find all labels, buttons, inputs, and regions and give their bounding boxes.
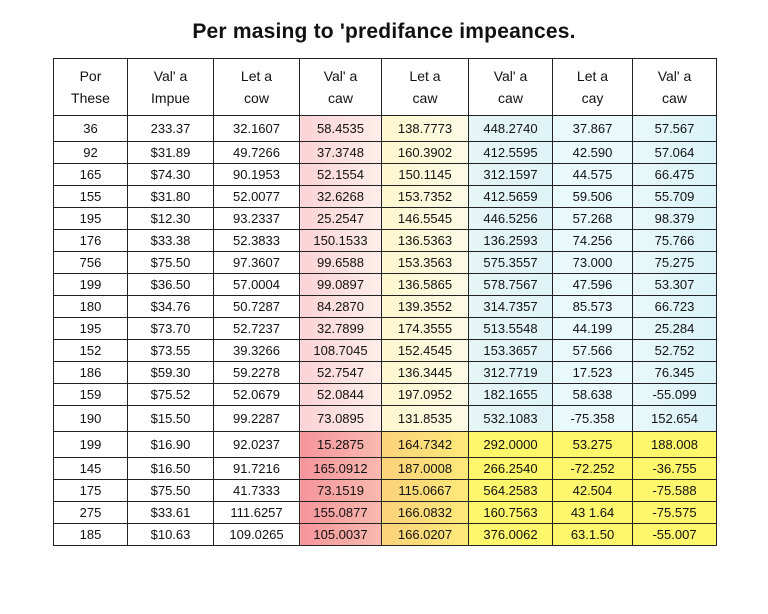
table-row — [54, 524, 717, 546]
table-cell: 446.5256 — [469, 208, 553, 230]
table-row — [54, 296, 717, 318]
table-cell: 99.2287 — [214, 406, 300, 432]
table-cell: 166.0832 — [382, 502, 469, 524]
table-cell: 57.0004 — [214, 274, 300, 296]
table-cell: 66.723 — [633, 296, 717, 318]
table-cell: 138.7773 — [382, 116, 469, 142]
table-cell: 52.0679 — [214, 384, 300, 406]
table-cell: 412.5659 — [469, 186, 553, 208]
table-cell: -75.575 — [633, 502, 717, 524]
table-row — [54, 432, 717, 458]
table-cell: 52.752 — [633, 340, 717, 362]
table-row — [54, 502, 717, 524]
table-cell: 146.5545 — [382, 208, 469, 230]
table-cell: 575.3557 — [469, 252, 553, 274]
table-cell: 105.0037 — [300, 524, 382, 546]
table-cell: 513.5548 — [469, 318, 553, 340]
table-cell: 37.867 — [553, 116, 633, 142]
header-cell-3: Val' a caw — [300, 59, 382, 116]
table-cell: 53.275 — [553, 432, 633, 458]
table-cell: 376.0062 — [469, 524, 553, 546]
header-cell-5: Val' a caw — [469, 59, 553, 116]
table-cell: 180 — [54, 296, 128, 318]
table-cell: 160.3902 — [382, 142, 469, 164]
table-cell: 150.1533 — [300, 230, 382, 252]
table-cell: 176 — [54, 230, 128, 252]
header-cell-6: Let a cay — [553, 59, 633, 116]
table-cell: $33.38 — [128, 230, 214, 252]
table-cell: 152 — [54, 340, 128, 362]
table-cell: 448.2740 — [469, 116, 553, 142]
table-cell: 73.0895 — [300, 406, 382, 432]
table-cell: 52.1554 — [300, 164, 382, 186]
table-cell: 55.709 — [633, 186, 717, 208]
table-cell: 98.379 — [633, 208, 717, 230]
header-cell-4: Let a caw — [382, 59, 469, 116]
table-row — [54, 362, 717, 384]
table-cell: 292.0000 — [469, 432, 553, 458]
table-cell: 73.000 — [553, 252, 633, 274]
table-cell: $75.50 — [128, 252, 214, 274]
table-cell: $34.76 — [128, 296, 214, 318]
table-cell: 412.5595 — [469, 142, 553, 164]
table-cell: 312.1597 — [469, 164, 553, 186]
table-cell: 43 1.64 — [553, 502, 633, 524]
table-cell: 136.5865 — [382, 274, 469, 296]
table-cell: 63.1.50 — [553, 524, 633, 546]
table-cell: 152.654 — [633, 406, 717, 432]
data-table — [53, 58, 717, 546]
table-cell: 111.6257 — [214, 502, 300, 524]
table-cell: 108.7045 — [300, 340, 382, 362]
table-cell: 57.566 — [553, 340, 633, 362]
table-cell: 75.275 — [633, 252, 717, 274]
header-cell-1: Val' a Impue — [128, 59, 214, 116]
table-row — [54, 458, 717, 480]
table-cell: 53.307 — [633, 274, 717, 296]
table-cell: 99.6588 — [300, 252, 382, 274]
table-cell: 175 — [54, 480, 128, 502]
table-cell: 84.2870 — [300, 296, 382, 318]
table-cell: 153.3657 — [469, 340, 553, 362]
table-cell: $75.50 — [128, 480, 214, 502]
table-cell: 74.256 — [553, 230, 633, 252]
table-cell: $33.61 — [128, 502, 214, 524]
table-cell: 15.2875 — [300, 432, 382, 458]
table-title: Per masing to 'predifance impeances. — [192, 20, 576, 43]
table-row — [54, 274, 717, 296]
table-row — [54, 230, 717, 252]
header-cell-7: Val' a caw — [633, 59, 717, 116]
table-cell: 59.506 — [553, 186, 633, 208]
table-cell: 136.3445 — [382, 362, 469, 384]
table-row — [54, 318, 717, 340]
table-cell: 164.7342 — [382, 432, 469, 458]
table-cell: 136.5363 — [382, 230, 469, 252]
table-cell: -55.007 — [633, 524, 717, 546]
table-cell: 32.7899 — [300, 318, 382, 340]
table-cell: 199 — [54, 432, 128, 458]
table-cell: $75.52 — [128, 384, 214, 406]
table-cell: 93.2337 — [214, 208, 300, 230]
table-cell: 32.1607 — [214, 116, 300, 142]
header-row — [54, 59, 717, 116]
table-cell: 52.0844 — [300, 384, 382, 406]
table-cell: 532.1083 — [469, 406, 553, 432]
table-cell: 166.0207 — [382, 524, 469, 546]
table-cell: 52.0077 — [214, 186, 300, 208]
table-cell: 197.0952 — [382, 384, 469, 406]
table-cell: 165.0912 — [300, 458, 382, 480]
table-cell: 165 — [54, 164, 128, 186]
table-cell: 58.638 — [553, 384, 633, 406]
table-cell: 266.2540 — [469, 458, 553, 480]
table-cell: 58.4535 — [300, 116, 382, 142]
table-cell: 150.1145 — [382, 164, 469, 186]
table-cell: 314.7357 — [469, 296, 553, 318]
table-cell: 160.7563 — [469, 502, 553, 524]
table-cell: 233.37 — [128, 116, 214, 142]
table-cell: 47.596 — [553, 274, 633, 296]
table-cell: 564.2583 — [469, 480, 553, 502]
table-body — [54, 116, 717, 546]
table-cell: 187.0008 — [382, 458, 469, 480]
table-cell: -75.358 — [553, 406, 633, 432]
table-cell: 188.008 — [633, 432, 717, 458]
table-cell: $74.30 — [128, 164, 214, 186]
table-row — [54, 208, 717, 230]
table-cell: $36.50 — [128, 274, 214, 296]
table-cell: 92.0237 — [214, 432, 300, 458]
table-cell: 92 — [54, 142, 128, 164]
table-cell: 312.7719 — [469, 362, 553, 384]
table-cell: -36.755 — [633, 458, 717, 480]
table-cell: -55.099 — [633, 384, 717, 406]
table-cell: 32.6268 — [300, 186, 382, 208]
table-cell: 39.3266 — [214, 340, 300, 362]
table-cell: 91.7216 — [214, 458, 300, 480]
table-cell: $31.89 — [128, 142, 214, 164]
table-cell: 153.7352 — [382, 186, 469, 208]
table-cell: 139.3552 — [382, 296, 469, 318]
table-cell: 52.3833 — [214, 230, 300, 252]
table-cell: $73.55 — [128, 340, 214, 362]
table-cell: 578.7567 — [469, 274, 553, 296]
table-cell: 131.8535 — [382, 406, 469, 432]
table-cell: 36 — [54, 116, 128, 142]
table-row — [54, 142, 717, 164]
table-cell: 195 — [54, 208, 128, 230]
table-cell: 174.3555 — [382, 318, 469, 340]
header-cell-2: Let a cow — [214, 59, 300, 116]
table-cell: 90.1953 — [214, 164, 300, 186]
table-cell: 99.0897 — [300, 274, 382, 296]
table-cell: 42.590 — [553, 142, 633, 164]
table-cell: 57.268 — [553, 208, 633, 230]
table-cell: 85.573 — [553, 296, 633, 318]
table-cell: 52.7547 — [300, 362, 382, 384]
table-cell: $15.50 — [128, 406, 214, 432]
table-cell: 115.0667 — [382, 480, 469, 502]
table-cell: 42.504 — [553, 480, 633, 502]
table-cell: 195 — [54, 318, 128, 340]
table-row — [54, 480, 717, 502]
table-cell: 66.475 — [633, 164, 717, 186]
table-cell: 159 — [54, 384, 128, 406]
table-cell: $31.80 — [128, 186, 214, 208]
table-cell: 76.345 — [633, 362, 717, 384]
table-cell: 17.523 — [553, 362, 633, 384]
table-cell: 153.3563 — [382, 252, 469, 274]
table-cell: 59.2278 — [214, 362, 300, 384]
table-cell: 275 — [54, 502, 128, 524]
table-cell: 186 — [54, 362, 128, 384]
table-cell: 44.575 — [553, 164, 633, 186]
table-cell: 185 — [54, 524, 128, 546]
table-cell: 41.7333 — [214, 480, 300, 502]
table-cell: 49.7266 — [214, 142, 300, 164]
table-cell: 136.2593 — [469, 230, 553, 252]
table-cell: $10.63 — [128, 524, 214, 546]
table-cell: 152.4545 — [382, 340, 469, 362]
table-cell: 75.766 — [633, 230, 717, 252]
table-cell: 57.064 — [633, 142, 717, 164]
table-cell: 73.1519 — [300, 480, 382, 502]
table-cell: 57.567 — [633, 116, 717, 142]
table-row — [54, 406, 717, 432]
table-cell: -72.252 — [553, 458, 633, 480]
table-cell: 25.2547 — [300, 208, 382, 230]
table-cell: 145 — [54, 458, 128, 480]
table-cell: $16.90 — [128, 432, 214, 458]
table-cell: 97.3607 — [214, 252, 300, 274]
header-cell-0: Por These — [54, 59, 128, 116]
table-row — [54, 186, 717, 208]
table-row — [54, 252, 717, 274]
table-cell: $12.30 — [128, 208, 214, 230]
table-row — [54, 116, 717, 142]
table-row — [54, 340, 717, 362]
table-row — [54, 384, 717, 406]
table-cell: 37.3748 — [300, 142, 382, 164]
table-cell: 199 — [54, 274, 128, 296]
table-cell: 25.284 — [633, 318, 717, 340]
table-cell: 155 — [54, 186, 128, 208]
table-cell: $59.30 — [128, 362, 214, 384]
table-cell: $16.50 — [128, 458, 214, 480]
table-cell: 155.0877 — [300, 502, 382, 524]
table-cell: 50.7287 — [214, 296, 300, 318]
table-cell: -75.588 — [633, 480, 717, 502]
table-cell: $73.70 — [128, 318, 214, 340]
table-cell: 182.1655 — [469, 384, 553, 406]
table-cell: 109.0265 — [214, 524, 300, 546]
table-cell: 52.7237 — [214, 318, 300, 340]
table-cell: 190 — [54, 406, 128, 432]
table-row — [54, 164, 717, 186]
table-cell: 44.199 — [553, 318, 633, 340]
table-cell: 756 — [54, 252, 128, 274]
